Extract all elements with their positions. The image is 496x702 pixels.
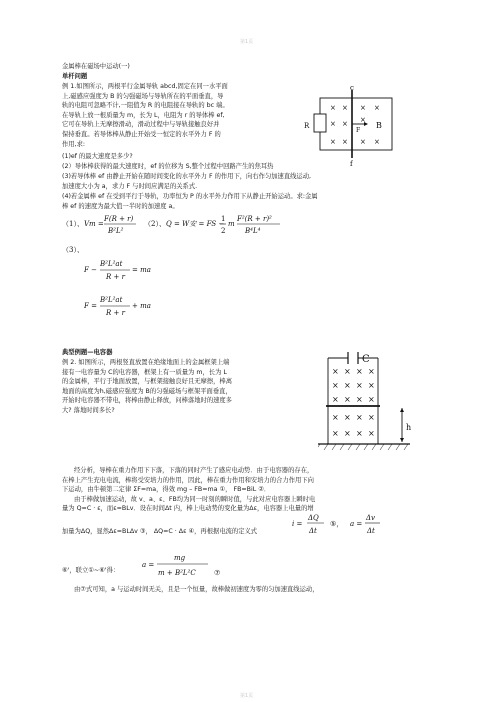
svg-text:×: × (344, 429, 351, 438)
current-def-num: ΔQ (308, 514, 319, 522)
label-h: h (406, 423, 412, 432)
solution-result (142, 549, 252, 581)
question-3 (62, 172, 311, 191)
label-B: B (376, 121, 382, 130)
svg-text:×: × (332, 367, 339, 376)
example1-line: 它可在导轨上无摩擦滑动，滑动过程中与导轨接触良好并 (62, 121, 220, 129)
svg-text:×: × (368, 413, 375, 422)
magnetic-field-marks (332, 367, 375, 438)
svg-text:×: × (356, 429, 363, 438)
resistor-symbol (314, 114, 326, 132)
example1-paragraph (62, 82, 229, 149)
solution-line: 在棒上产生充电电流，棒将受安培力的作用，因此，棒在重力作用和安培力的合力作用下向 (62, 476, 314, 484)
accel-result-num: mg (174, 554, 186, 562)
answer-vm-numerator: F(R + r) (104, 215, 134, 223)
svg-text:×: × (344, 381, 351, 390)
answer-q-numerator: F²(R + r)² (237, 215, 272, 223)
solution-definitions (292, 508, 442, 538)
rail-circuit-figure (300, 84, 400, 168)
question-4-line: (4)若金属棒 ef 在受到平行于导轨，功率恒为 P 的水平外力作用下从静止开始运动。求:金属 (62, 193, 318, 200)
question-4 (62, 192, 318, 211)
svg-text:×: × (356, 381, 363, 390)
svg-text:×: × (332, 381, 339, 390)
svg-text:×: × (368, 429, 375, 438)
solution-line-8: 由⑦式可知，a 与运动时间无关，且是一个恒量，故棒做初速度为零的匀加速直线运动， (74, 586, 319, 593)
svg-text:×: × (332, 395, 339, 404)
svg-text:×: × (332, 413, 339, 422)
answer-f1-rhs: = ma (132, 266, 151, 274)
solution-line: 下运动，由牛顿第二定律 ΣF=ma，得效 mg – FB=ma ①， FB=BiL ②． (62, 486, 271, 494)
example1-line: 例 1.如图所示，两根平行金属导轨 abcd,固定在同一水平面 (62, 83, 228, 90)
section-heading-single-rod: 单杆问题 (62, 73, 88, 80)
svg-text:×: × (330, 104, 336, 112)
svg-text:×: × (360, 104, 366, 112)
svg-text:×: × (356, 395, 363, 404)
answer-formulas (62, 210, 362, 336)
accel-def-lhs: a = (350, 520, 363, 528)
eq-number-5: ⑤， (330, 520, 344, 528)
example1-line: 上,磁感应强度为 B 的匀强磁场与导轨所在的平面垂直，导 (62, 92, 224, 100)
answer-f2-rhs: + ma (132, 302, 151, 310)
question-2: (2）导体棒获得的最大速度时，ef 的位移为 S,整个过程中回路产生的焦耳热 (62, 163, 274, 170)
question-4-line: 棒 ef 的速度为最大值一半时的加速度 a。 (62, 202, 179, 210)
current-def-lhs: i = (292, 520, 303, 528)
page-watermark-bottom: 第1页 (240, 693, 254, 699)
page-watermark-top: 第1页 (240, 39, 254, 45)
accel-result-den: m + B²L²C (158, 569, 196, 577)
answer-m: m (228, 220, 235, 228)
example1-line: 作用,求: (62, 140, 86, 148)
capacitor-frame-figure (318, 352, 436, 456)
svg-text:×: × (368, 367, 375, 376)
question-1: (1)ef 的最大速度是多少? (62, 153, 133, 160)
svg-text:×: × (356, 367, 363, 376)
svg-text:×: × (368, 381, 375, 390)
answer-vm-lhs: Vm = (84, 220, 104, 228)
label-c: c (350, 84, 354, 92)
example2-paragraph (62, 358, 232, 416)
svg-text:×: × (374, 138, 380, 146)
question-3-line: (3)若导体棒 ef 由静止开始在随时间变化的水平外力 F 的作用下，向右作匀加速直线运动, (62, 173, 312, 180)
accel-result-lhs: a = (142, 561, 155, 569)
solution-paragraph (62, 466, 315, 514)
question-3-line: 加速度大小为 a，求力 F 与时间应满足的关系式. (62, 182, 198, 190)
ground-hatch (318, 444, 408, 450)
svg-text:×: × (374, 104, 380, 112)
example2-line: 大? 落地时间多长? (62, 406, 115, 414)
example2-line: 的金属棒，平行于地面放置，与框架接触良好且无摩擦，棒离 (62, 378, 233, 386)
section-heading-capacitor: 典型例题—电容器 (62, 349, 113, 356)
answer-label-2: （2）、 (144, 220, 166, 228)
answer-vm-denominator: B²L² (108, 227, 124, 235)
answer-q-expr: Q = W安 = FS − (166, 220, 225, 228)
solution-line: 经分析，导棒在重力作用下下落，下落的同时产生了感应电动势．由于电容器的存在， (74, 467, 314, 474)
accel-def-num: Δv (366, 514, 376, 522)
answer-f1-denominator: R + r (106, 273, 125, 281)
svg-text:×: × (344, 367, 351, 376)
answer-half-den: 2 (221, 227, 226, 235)
svg-text:×: × (344, 413, 351, 422)
svg-text:×: × (360, 138, 366, 146)
svg-text:×: × (332, 429, 339, 438)
label-f: f (350, 160, 353, 168)
example2-line: 接有一电容量为 C的电容器，框架上有一质量为 m，长为 L (62, 368, 227, 376)
solution-line: 由于棒做加速运动，故 v、a、ε、FB均为同一时刻的瞬时值，与此对应电容器上瞬时电 (74, 495, 316, 503)
svg-text:×: × (330, 120, 336, 128)
svg-text:×: × (344, 395, 351, 404)
answer-label-3: （3）、 (62, 246, 84, 254)
svg-text:×: × (360, 116, 366, 124)
svg-text:×: × (342, 104, 348, 112)
answer-label-1: （1）、 (62, 220, 84, 228)
solution-line-7: ⑥'，联立①~⑥'得： (62, 567, 120, 574)
answer-f2-denominator: R + r (106, 309, 125, 317)
label-F: F (356, 127, 361, 134)
example2-line: 例 2. 如图所示，两根竖直放置在绝缘地面上的金属框架上端 (62, 359, 230, 366)
example1-line: 在导轨上放一根质量为 m，长为 L，电阻为 r 的导体棒 ef, (62, 111, 225, 119)
answer-f1-lhs: F − (84, 266, 97, 274)
magnetic-field-marks (330, 104, 380, 146)
svg-text:×: × (342, 138, 348, 146)
example1-line: 保持垂直。若导体棒从静止开始受一恒定的水平外力 F 的 (62, 130, 221, 138)
solution-line: 量为 Q=C · ε，而ε=BLv．设在时间Δt 内，棒上电动势的变化量为Δε，电容器上电量的增 (62, 505, 314, 513)
answer-f1-numerator: B²L²at (100, 260, 123, 268)
label-R: R (304, 122, 310, 130)
example2-line: 开始时电容器不带电，将棒由静止释放，问棒落地时的速度多 (62, 397, 233, 405)
page-title: 金属棒在磁场中运动(一) (62, 63, 130, 70)
answer-f2-lhs: F = (84, 302, 97, 310)
answer-half-num: 1 (221, 215, 226, 223)
current-def-den: Δt (309, 527, 317, 535)
example1-line: 轨的电阻可忽略不计,一阻值为 R 的电阻接在导轨的 bc 端。 (62, 102, 229, 110)
svg-text:×: × (342, 120, 348, 128)
eq-number-7: ⑦ (214, 569, 221, 577)
solution-line-6: 加量为ΔQ，显然Δε=BLΔv ③， ΔQ=C · Δε ④，再根据电流的定义式 (62, 528, 258, 535)
example2-line: 地面的高度为h,磁感应强度为 B的匀强磁场与框架平面垂直， (62, 387, 232, 395)
label-C: C (362, 354, 370, 365)
svg-text:×: × (368, 395, 375, 404)
svg-text:×: × (330, 138, 336, 146)
svg-text:×: × (356, 413, 363, 422)
accel-def-den: Δt (367, 527, 375, 535)
answer-f2-numerator: B²L²at (100, 296, 123, 304)
answer-q-denominator: B⁴L⁴ (245, 227, 261, 235)
